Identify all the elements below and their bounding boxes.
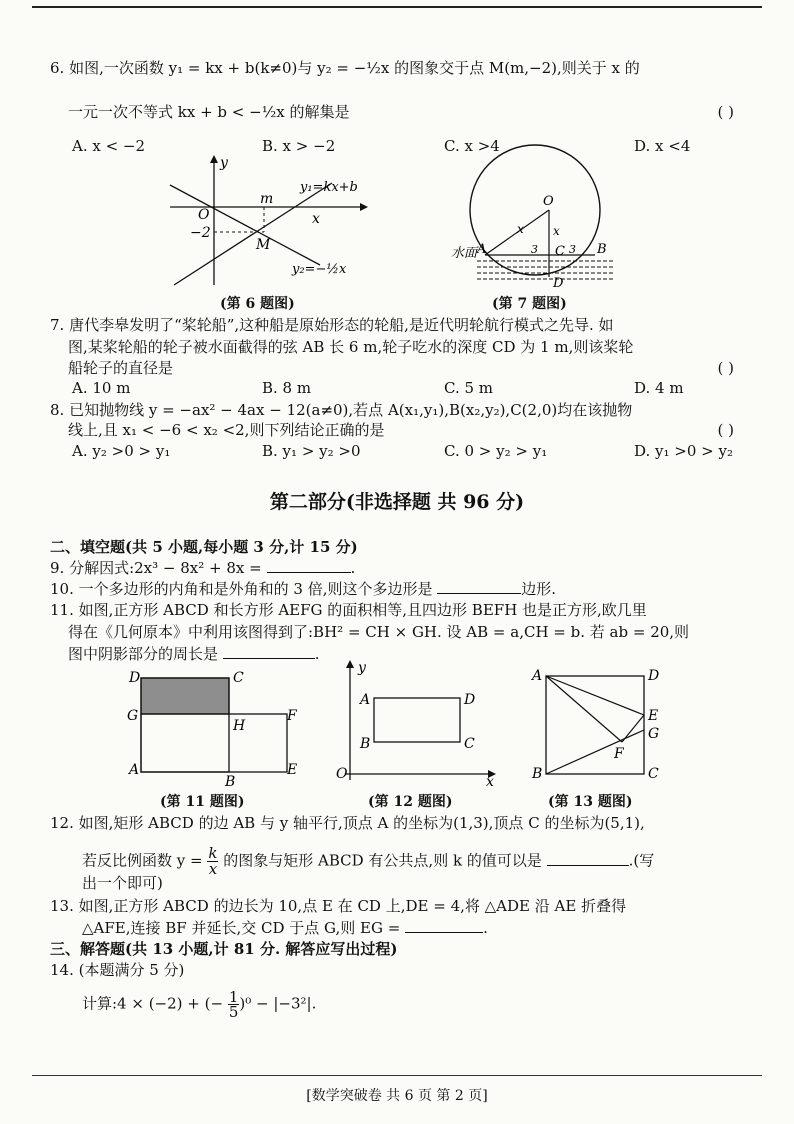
fig7-label-x1: x: [517, 222, 524, 236]
figure-11: [125, 668, 315, 788]
page-footer: [数学突破卷 共 6 页 第 2 页]: [306, 1088, 488, 1104]
solve-header: 三、解答题(共 13 小题,计 81 分. 解答应写出过程): [50, 940, 398, 958]
fig12-label-o: O: [336, 766, 348, 782]
fill-in-header: 二、填空题(共 5 小题,每小题 3 分,计 15 分): [50, 538, 358, 556]
fig12-label-a: A: [360, 692, 371, 708]
fig11-label-b: B: [225, 774, 236, 790]
q10: [50, 579, 556, 599]
figure-13: [530, 666, 680, 786]
fig13-segment-ae: [546, 676, 644, 715]
fig12-label-y: y: [358, 660, 366, 676]
fig7-label-3a: 3: [531, 243, 538, 256]
fig13-label-b: B: [532, 766, 543, 782]
q6-line1: 6. 如图,一次函数 y₁ = kx + b(k≠0)与 y₂ = −½x 的图象交于点 M(m,−2),则关于 x 的: [50, 59, 640, 77]
q10-text: 10. 一个多边形的内角和是外角和的 3 倍,则这个多边形是: [50, 580, 433, 598]
top-rule: [32, 6, 762, 8]
fig13-label-c: C: [648, 766, 659, 782]
q7-line3: 船轮子的直径是: [68, 359, 174, 377]
fig7-label-o: O: [543, 194, 554, 209]
q14-frac-den: 5: [228, 1003, 239, 1021]
fig7-label-x2: x: [553, 224, 560, 238]
q13-answer-blank[interactable]: [405, 918, 483, 933]
q12-line2-c: .(写: [628, 851, 655, 870]
fig6-label-m: m: [260, 191, 274, 207]
fig11-rect-aefg: [141, 714, 287, 772]
fig13-label-d: D: [648, 668, 660, 684]
q12-line2-a: 若反比例函数 y =: [82, 851, 203, 870]
q9-answer-blank[interactable]: [267, 558, 351, 573]
q11-line2: 得在《几何原本》中利用该图得到了:BH² = CH × GH. 设 AB = a,CH = b. 若 ab = 20,则: [68, 623, 690, 641]
fig13-label-g: G: [648, 726, 660, 742]
q7-line2: 图,某桨轮船的轮子被水面截得的弦 AB 长 6 m,轮子吃水的深度 CD 为 1 m,则该桨轮: [68, 338, 634, 356]
q12-line2-b: 的图象与矩形 ABCD 有公共点,则 k 的值可以是: [223, 851, 542, 870]
fig13-square-abcd: [546, 676, 644, 774]
section-2-title: 第二部分(非选择题 共 96 分): [269, 491, 525, 513]
fig11-label-a: A: [129, 762, 140, 778]
q8-option-a: A. y₂ >0 > y₁: [72, 442, 171, 460]
fig6-label-x: x: [312, 211, 320, 227]
q7-option-c: C. 5 m: [444, 379, 494, 397]
fig7-label-3b: 3: [569, 243, 576, 256]
q14-calc: [82, 990, 316, 1019]
figure-7: [451, 155, 625, 295]
fig6-label-line-y1: y₁=kx+b: [300, 180, 358, 195]
fig11-label-e: E: [287, 762, 298, 778]
figure-6: [160, 155, 380, 295]
q9: [50, 558, 355, 578]
q14-calc-a: 计算:4 × (−2) + (−: [82, 994, 224, 1013]
q7-option-d: D. 4 m: [634, 379, 684, 397]
q12-answer-blank[interactable]: [547, 851, 629, 866]
q13-caption: (第 13 题图): [548, 794, 633, 810]
q7-option-a: A. 10 m: [72, 379, 131, 397]
fig12-y-arrow: [346, 660, 354, 668]
q13-end: .: [483, 919, 488, 937]
q11-line3: [68, 644, 320, 664]
fig6-label-y: y: [220, 155, 228, 171]
fig12-label-d: D: [464, 692, 476, 708]
fig13-label-e: E: [648, 708, 659, 724]
fig13-label-a: A: [532, 668, 543, 684]
fig13-segment-bg: [546, 730, 644, 774]
q10-answer-blank[interactable]: [437, 579, 521, 594]
q13-line2: [82, 918, 488, 938]
fig6-label-line-y2: y₂=−½x: [292, 262, 347, 277]
fig11-label-g: G: [127, 708, 139, 724]
q13-line2-text: △AFE,连接 BF 并延长,交 CD 于点 G,则 EG =: [82, 919, 401, 937]
q7-caption: (第 7 题图): [492, 296, 567, 312]
q9-text: 9. 分解因式:2x³ − 8x² + 8x =: [50, 559, 262, 577]
q8-line1: 8. 已知抛物线 y = −ax² − 4ax − 12(a≠0),若点 A(x₁,y₁),B(x₂,y₂),C(2,0)均在该抛物: [50, 401, 633, 419]
q8-line2: 线上,且 x₁ < −6 < x₂ <2,则下列结论正确的是: [68, 421, 385, 439]
fig11-label-f: F: [287, 708, 297, 724]
q6-option-c: C. x >4: [444, 137, 500, 155]
q8-option-b: B. y₁ > y₂ >0: [262, 442, 361, 460]
q7-option-b: B. 8 m: [262, 379, 312, 397]
fig6-x-arrow: [360, 203, 368, 211]
q8-option-d: D. y₁ >0 > y₂: [634, 442, 733, 460]
q12-line3: 出一个即可): [82, 874, 163, 892]
fig6-label-neg2: −2: [190, 225, 211, 241]
fig13-segment-af: [546, 676, 622, 742]
q12-frac-num: k: [208, 844, 218, 862]
q6-option-a: A. x < −2: [72, 137, 146, 155]
q11-end: .: [314, 645, 320, 663]
fig7-label-d: D: [553, 276, 564, 291]
q14-frac-num: 1: [228, 988, 239, 1006]
q12-line1: 12. 如图,矩形 ABCD 的边 AB 与 y 轴平行,顶点 A 的坐标为(1,3),顶点 C 的坐标为(5,1),: [50, 814, 645, 832]
fig12-label-c: C: [464, 736, 475, 752]
q10-end: 边形.: [521, 580, 557, 598]
q12-line2: [82, 846, 654, 877]
fig6-label-o: O: [198, 207, 210, 223]
fig7-label-c: C: [555, 244, 565, 259]
fig12-label-b: B: [360, 736, 371, 752]
fig11-shaded-rect: [141, 678, 229, 714]
q11-line3-text: 图中阴影部分的周长是: [68, 645, 219, 663]
q14-fraction: [228, 990, 240, 1019]
fig12-label-x: x: [486, 774, 494, 790]
q6-bracket: ( ): [717, 103, 734, 121]
q11-line1: 11. 如图,正方形 ABCD 和长方形 AEFG 的面积相等,且四边形 BEFH 也是正方形,欧几里: [50, 601, 647, 619]
q6-line2: 一元一次不等式 kx + b < −½x 的解集是: [68, 103, 350, 121]
q12-caption: (第 12 题图): [368, 794, 453, 810]
q11-caption: (第 11 题图): [160, 794, 245, 810]
bottom-rule: [32, 1075, 762, 1076]
fig7-label-water: 水面: [451, 246, 478, 261]
q6-option-b: B. x > −2: [262, 137, 336, 155]
fig13-label-f: F: [614, 746, 624, 762]
q7-line1: 7. 唐代李皋发明了“桨轮船”,这种船是原始形态的轮船,是近代明轮航行模式之先导. 如: [50, 316, 614, 334]
q14-calc-b: )⁰ − |−3²|.: [239, 994, 317, 1013]
q12-fraction: [207, 846, 218, 877]
q13-line1: 13. 如图,正方形 ABCD 的边长为 10,点 E 在 CD 上,DE = 4,将 △ADE 沿 AE 折叠得: [50, 897, 627, 915]
q14-title: 14. (本题满分 5 分): [50, 961, 185, 979]
q6-caption: (第 6 题图): [220, 296, 295, 312]
q8-option-c: C. 0 > y₂ > y₁: [444, 442, 548, 460]
fig11-label-h: H: [233, 718, 246, 734]
q9-end: .: [350, 559, 356, 577]
q6-option-d: D. x <4: [634, 137, 691, 155]
q7-bracket: ( ): [717, 359, 734, 377]
fig6-y-arrow: [210, 155, 218, 163]
fig7-label-a: A: [477, 242, 487, 257]
fig12-rect-abcd: [374, 698, 460, 742]
q12-frac-den: x: [208, 860, 218, 878]
q11-answer-blank[interactable]: [223, 644, 315, 659]
fig11-label-d: D: [129, 670, 141, 686]
fig6-label-point-m: M: [256, 237, 271, 253]
fig7-label-b: B: [597, 242, 607, 257]
fig11-label-c: C: [233, 670, 244, 686]
figure-12: [330, 660, 510, 788]
q8-bracket: ( ): [717, 421, 734, 439]
